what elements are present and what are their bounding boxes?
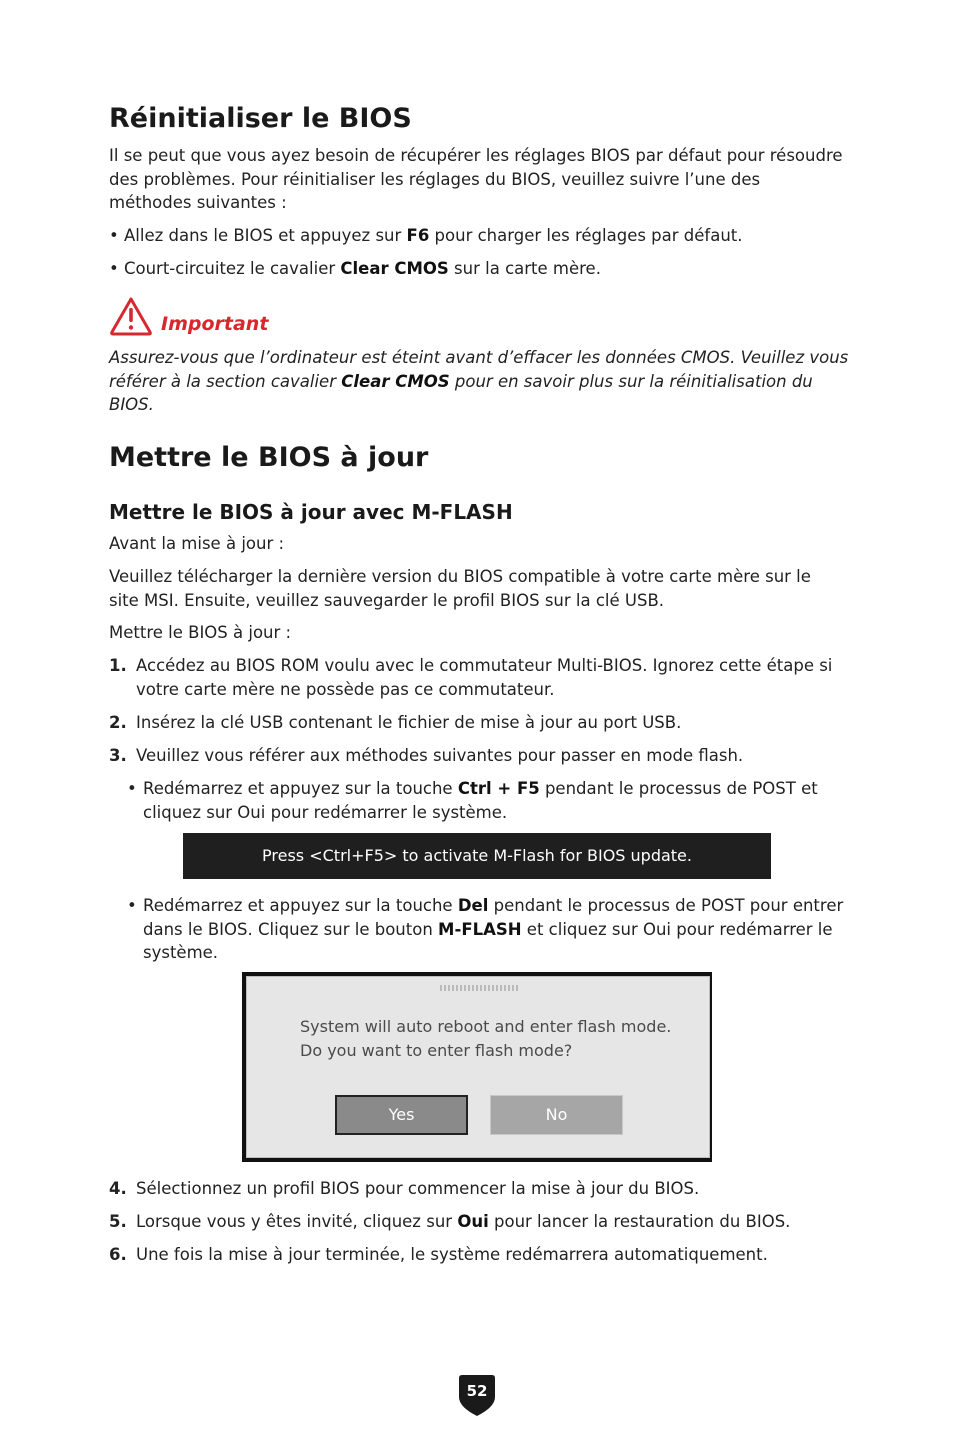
step-5: 5. Lorsque vous y êtes invité, cliquez sur Oui pour lancer la restauration du BIOS.: [109, 1212, 791, 1231]
step-2: 2. Insérez la clé USB contenant le fichier de mise à jour au port USB.: [109, 713, 682, 732]
dialog-grip: [440, 985, 518, 991]
important-label: Important: [161, 313, 269, 335]
bullet-dot: •: [127, 779, 137, 798]
bullet-dot: •: [109, 259, 124, 278]
flash-mode-dialog-screenshot: [242, 972, 712, 1162]
step-1: 1. Accédez au BIOS ROM voulu avec le commutateur Multi-BIOS. Ignorez cette étape si votre carte mère ne possède pas ce commutateur.: [109, 656, 833, 699]
reset-bullet-f6: • Allez dans le BIOS et appuyez sur F6 pour charger les réglages par défaut.: [109, 226, 743, 245]
warning-triangle-icon: [109, 296, 153, 336]
page-number-badge: [458, 1373, 496, 1417]
yes-button[interactable]: Yes: [335, 1095, 468, 1135]
flash-mode-dialog: [246, 976, 710, 1158]
important-note: Assurez-vous que l’ordinateur est éteint avant d’effacer les données CMOS. Veuillez vous référer à la section cavalier Clear CMOS pour en savoir plus sur la réinitialisation du BIOS.: [109, 348, 849, 414]
before-update-text: Veuillez télécharger la dernière version du BIOS compatible à votre carte mère sur le site MSI. Ensuite, veuillez sauvegarder le profil BIOS sur la clé USB.: [109, 567, 811, 610]
step-3: 3. Veuillez vous référer aux méthodes suivantes pour passer en mode flash.: [109, 746, 744, 765]
post-screen-message: Press <Ctrl+F5> to activate M-Flash for BIOS update.: [183, 833, 771, 879]
no-button[interactable]: No: [490, 1095, 623, 1135]
step-6: 6. Une fois la mise à jour terminée, le système redémarrera automatiquement.: [109, 1245, 768, 1264]
bullet-dot: •: [109, 226, 124, 245]
subsection-title-mflash: Mettre le BIOS à jour avec M-FLASH: [109, 500, 513, 524]
page-number: 52: [466, 1382, 488, 1400]
reset-bullet-clear-cmos: • Court-circuitez le cavalier Clear CMOS sur la carte mère.: [109, 259, 601, 278]
before-update-label: Avant la mise à jour :: [109, 534, 285, 553]
bullet-dot: •: [127, 896, 137, 915]
reset-intro-paragraph: Il se peut que vous ayez besoin de récupérer les réglages BIOS par défaut pour résoudre des problèmes. Pour réinitialiser les réglages du BIOS, veuillez suivre l’une des méthodes suivantes :: [109, 146, 843, 212]
section-title-reset-bios: Réinitialiser le BIOS: [109, 103, 412, 134]
dialog-message: System will auto reboot and enter flash mode. Do you want to enter flash mode?: [300, 1017, 672, 1060]
manual-page: Réinitialiser le BIOS Il se peut que vous ayez besoin de récupérer les réglages BIOS par défaut pour résoudre des problèmes. Pour réinitialiser les réglages du BIOS, veuillez suivre l’une des méthodes suivantes : • Allez dans le BIOS et appuyez sur F6 pour charger les réglages par défaut. • Court-circuitez le cavalier Clear CMOS sur la carte mère. Important Assurez-vous que l’ordinateur est éteint avant d’effacer les données CMOS. Veuillez vous référer à la section cavalier Clear CMOS pour en savoir plus sur la réinitialisation du BIOS. Mettre le BIOS à jour Mettre le BIOS à jour avec M-FLASH Avant la mise à jour : Veuillez télécharger la dernière version du BIOS compatible à votre carte mère sur le site MSI. Ensuite, veuillez sauvegarder le profil BIOS sur la clé USB. Mettre le BIOS à jour : 1. Accédez au BIOS ROM voulu avec le commutateur Multi-BIOS. Ignorez cette étape si votre carte mère ne possède pas ce commutateur. 2. Insérez la clé USB contenant le fichier de mise à jour au port USB. 3. Veuillez vous référer aux méthodes suivantes pour passer en mode flash. • Redémarrez et appuyez sur la touche Ctrl + F5 pendant le processus de POST et cliquez sur Oui pour redémarrer le système. Press <Ctrl+F5> to activate M-Flash for BIOS update. • Redémarrez et appuyez sur la touche Del pendant le processus de POST pour entrer dans le BIOS. Cliquez sur le bouton M-FLASH et cliquez sur Oui pour redémarrer le système. System will auto reboot and enter flash mode. Do you want to enter flash mode? Yes No 4. Sélectionnez un profil BIOS pour commencer la mise à jour du BIOS. 5. Lorsque vous y êtes invité, cliquez sur Oui pour lancer la restauration du BIOS. 6. Une fois la mise à jour terminée, le système redémarrera automatiquement. 52: [0, 0, 954, 1432]
section-title-update-bios: Mettre le BIOS à jour: [109, 442, 429, 473]
update-label: Mettre le BIOS à jour :: [109, 623, 292, 642]
step-4: 4. Sélectionnez un profil BIOS pour commencer la mise à jour du BIOS.: [109, 1179, 700, 1198]
